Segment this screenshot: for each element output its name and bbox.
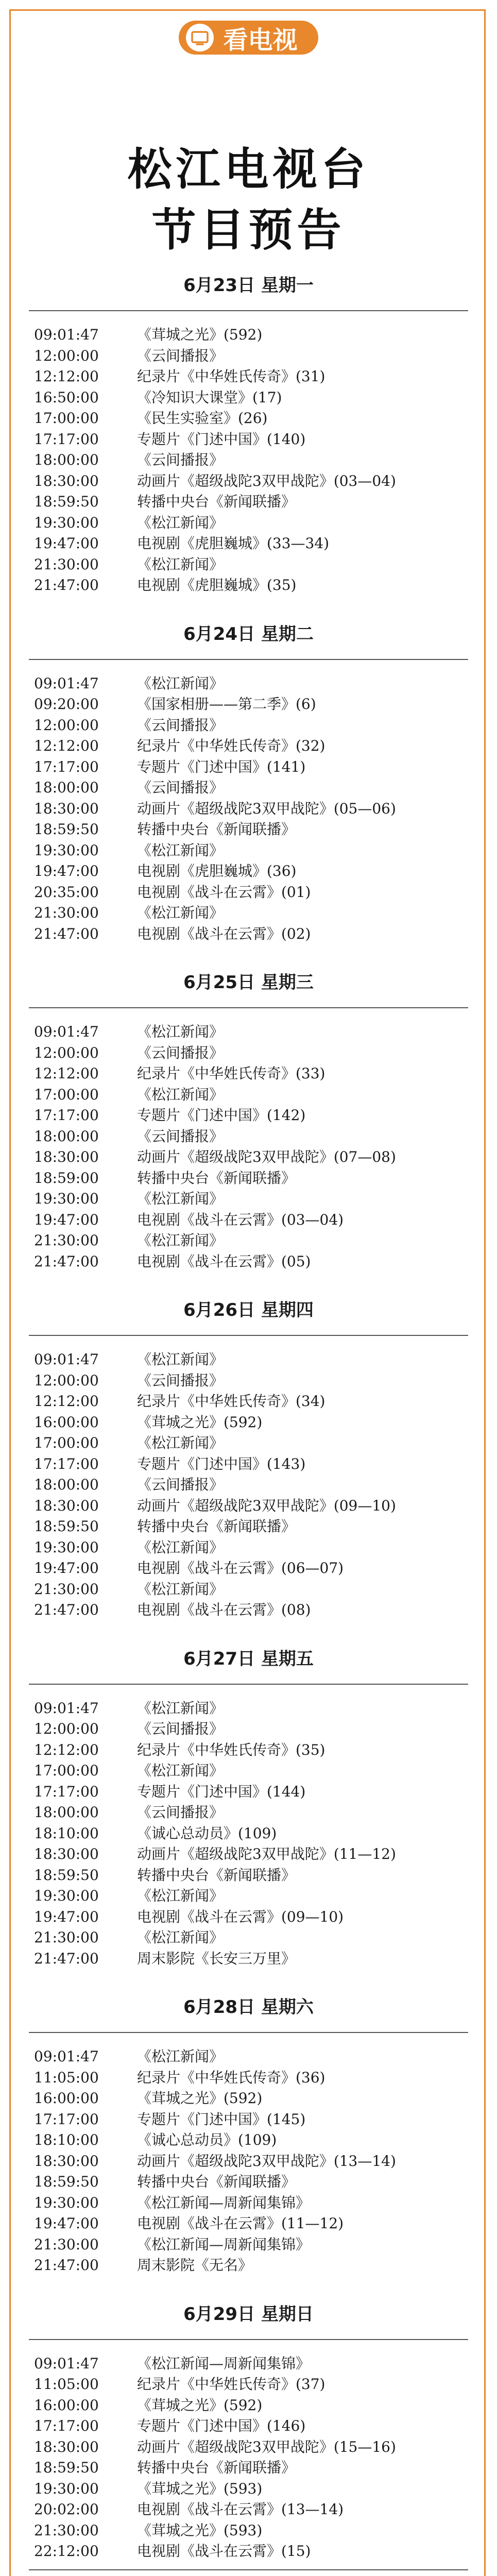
program-row [0, 2458, 497, 2479]
program-time: 21:47:00 [34, 925, 99, 942]
program-time: 18:30:00 [34, 1148, 99, 1165]
divider [29, 2569, 468, 2570]
program-title: 周末影院《无名》 [137, 2257, 253, 2274]
program-row [0, 408, 497, 429]
program-time: 21:47:00 [34, 1601, 99, 1618]
page-title [0, 139, 497, 261]
program-title: 《云间播报》 [137, 779, 224, 796]
day-block [0, 2297, 497, 2570]
program-row [0, 1802, 497, 1823]
program-time: 19:30:00 [34, 1190, 99, 1207]
day-title: 6月27日 星期五 [183, 1648, 314, 1669]
program-title: 《松江新闻》 [137, 1887, 224, 1904]
program-title: 《松江新闻》 [137, 1190, 224, 1207]
program-title: 《云间播报》 [137, 1804, 224, 1821]
program-time: 18:30:00 [34, 800, 99, 817]
program-row [0, 861, 497, 882]
program-row [0, 1698, 497, 1719]
program-row [0, 1907, 497, 1928]
program-time: 21:47:00 [34, 1252, 99, 1270]
program-row [0, 2416, 497, 2437]
program-time: 11:05:00 [34, 2069, 99, 2086]
program-row [0, 492, 497, 513]
program-row [0, 2255, 497, 2276]
program-time: 17:17:00 [34, 2417, 99, 2434]
program-row [0, 1022, 497, 1043]
program-title: 动画片《超级战陀3双甲战陀》(07—08) [137, 1148, 396, 1165]
program-row [0, 429, 497, 450]
program-time: 19:47:00 [34, 1908, 99, 1925]
divider [29, 659, 468, 660]
day-title: 6月25日 星期三 [183, 972, 314, 993]
program-row [0, 450, 497, 471]
program-title: 电视剧《虎胆巍城》(36) [137, 862, 297, 879]
program-row [0, 1147, 497, 1168]
program-title: 转播中央台《新闻联播》 [137, 1518, 296, 1535]
program-title: 电视剧《战斗在云霄》(02) [137, 925, 311, 942]
day-block [0, 617, 497, 945]
program-title: 《冷知识大课堂》(17) [137, 388, 282, 406]
program-row [0, 1600, 497, 1621]
program-time: 09:20:00 [34, 696, 99, 713]
program-time: 20:02:00 [34, 2501, 99, 2518]
program-time: 18:30:00 [34, 2152, 99, 2170]
program-title: 专题片《门述中国》(140) [137, 430, 306, 448]
program-row [0, 903, 497, 924]
program-time: 18:59:50 [34, 1866, 99, 1884]
program-title: 《松江新闻》 [137, 1023, 224, 1040]
program-title: 《茸城之光》(592) [137, 2396, 263, 2414]
program-title: 转播中央台《新闻联播》 [137, 1169, 296, 1187]
program-row [0, 757, 497, 778]
program-time: 12:00:00 [34, 1720, 99, 1737]
program-row [0, 1948, 497, 1970]
program-row [0, 1760, 497, 1782]
program-title: 《诚心总动员》(109) [137, 2131, 277, 2148]
program-time: 19:47:00 [34, 1211, 99, 1228]
program-row [0, 882, 497, 903]
program-title: 电视剧《战斗在云霄》(15) [137, 2543, 311, 2560]
program-row [0, 1454, 497, 1475]
program-row [0, 1516, 497, 1537]
day-title: 6月24日 星期二 [183, 623, 314, 645]
program-time: 19:47:00 [34, 1560, 99, 1577]
program-row [0, 2234, 497, 2256]
program-title: 《云间播报》 [137, 1371, 224, 1389]
program-time: 19:30:00 [34, 2480, 99, 2497]
program-time: 18:30:00 [34, 2438, 99, 2455]
program-row [0, 1823, 497, 1844]
program-row [0, 1537, 497, 1558]
divider [29, 2339, 468, 2340]
program-time: 09:01:47 [34, 2354, 99, 2372]
program-row [0, 2353, 497, 2375]
program-row [0, 1043, 497, 1064]
program-title: 《松江新闻》 [137, 1086, 224, 1103]
program-row [0, 2374, 497, 2395]
program-time: 12:12:00 [34, 737, 99, 754]
program-title: 《茸城之光》(593) [137, 2521, 263, 2539]
program-time: 12:12:00 [34, 1741, 99, 1758]
program-row [0, 1740, 497, 1761]
program-time: 12:12:00 [34, 1393, 99, 1410]
program-title: 专题片《门述中国》(141) [137, 758, 306, 775]
program-title: 专题片《门述中国》(146) [137, 2417, 306, 2434]
program-time: 12:12:00 [34, 368, 99, 385]
program-row [0, 1927, 497, 1948]
program-title: 转播中央台《新闻联播》 [137, 1866, 296, 1884]
program-time: 12:00:00 [34, 347, 99, 364]
program-row [0, 1719, 497, 1740]
day-title: 6月26日 星期四 [183, 1300, 314, 1320]
program-title: 专题片《门述中国》(145) [137, 2110, 306, 2128]
divider [29, 1684, 468, 1685]
program-time: 12:00:00 [34, 1044, 99, 1061]
program-row [0, 513, 497, 534]
program-time: 18:00:00 [34, 779, 99, 796]
program-row [0, 694, 497, 715]
program-title: 纪录片《中华姓氏传奇》(36) [137, 2069, 325, 2086]
divider [29, 1335, 468, 1336]
program-row [0, 1433, 497, 1454]
program-title: 纪录片《中华姓氏传奇》(31) [137, 368, 325, 385]
program-title: 《松江新闻—周新闻集锦》 [137, 2235, 311, 2253]
program-time: 19:47:00 [34, 862, 99, 879]
day-block [0, 268, 497, 596]
program-row [0, 2151, 497, 2172]
program-time: 18:59:50 [34, 493, 99, 510]
program-title: 电视剧《战斗在云霄》(13—14) [137, 2501, 344, 2518]
program-title: 《茸城之光》(593) [137, 2480, 263, 2497]
program-time: 21:30:00 [34, 2521, 99, 2539]
program-title: 《松江新闻》 [137, 2048, 224, 2065]
program-title: 电视剧《战斗在云霄》(05) [137, 1252, 311, 1270]
program-time: 20:35:00 [34, 883, 99, 901]
program-title: 转播中央台《新闻联播》 [137, 821, 296, 838]
divider [29, 1007, 468, 1008]
program-row [0, 1579, 497, 1600]
program-time: 18:00:00 [34, 1127, 99, 1145]
program-row [0, 673, 497, 694]
program-title: 《松江新闻》 [137, 1580, 224, 1598]
program-row [0, 1168, 497, 1189]
program-title: 纪录片《中华姓氏传奇》(33) [137, 1065, 325, 1082]
program-time: 17:00:00 [34, 1434, 99, 1451]
program-row [0, 1105, 497, 1126]
program-time: 21:47:00 [34, 1950, 99, 1967]
program-title: 电视剧《战斗在云霄》(11—12) [137, 2215, 344, 2232]
program-time: 09:01:47 [34, 1699, 99, 1717]
program-title: 专题片《门述中国》(144) [137, 1783, 306, 1800]
program-row [0, 1349, 497, 1370]
program-title: 纪录片《中华姓氏传奇》(37) [137, 2376, 325, 2393]
program-row [0, 840, 497, 861]
program-time: 17:17:00 [34, 758, 99, 775]
program-row [0, 2520, 497, 2541]
program-time: 17:17:00 [34, 1107, 99, 1124]
program-title: 纪录片《中华姓氏传奇》(35) [137, 1741, 325, 1758]
program-row [0, 1251, 497, 1273]
program-row [0, 2109, 497, 2130]
program-time: 19:47:00 [34, 535, 99, 552]
day-title: 6月23日 星期一 [183, 275, 314, 296]
program-title: 转播中央台《新闻联播》 [137, 2173, 296, 2190]
program-title: 动画片《超级战陀3双甲战陀》(11—12) [137, 1845, 396, 1862]
brand-label: 看电视 [223, 25, 298, 55]
program-title: 《茸城之光》(592) [137, 326, 263, 343]
program-row [0, 2437, 497, 2458]
program-time: 19:30:00 [34, 1887, 99, 1904]
program-row [0, 1210, 497, 1231]
program-row [0, 575, 497, 596]
program-row [0, 799, 497, 820]
program-time: 21:30:00 [34, 1232, 99, 1249]
schedule [0, 268, 497, 2576]
program-time: 17:00:00 [34, 1762, 99, 1779]
program-title: 纪录片《中华姓氏传奇》(32) [137, 737, 325, 754]
program-title: 《云间播报》 [137, 451, 224, 468]
program-row [0, 1370, 497, 1392]
brand-header [0, 21, 497, 65]
program-row [0, 2046, 497, 2067]
program-title: 《国家相册——第二季》(6) [137, 696, 316, 713]
program-time: 17:17:00 [34, 1455, 99, 1472]
program-time: 12:00:00 [34, 1371, 99, 1389]
program-title: 《松江新闻》 [137, 1762, 224, 1779]
program-title: 动画片《超级战陀3双甲战陀》(15—16) [137, 2438, 396, 2455]
program-title: 《松江新闻》 [137, 1929, 224, 1946]
program-title: 《松江新闻—周新闻集锦》 [137, 2194, 311, 2211]
program-row [0, 471, 497, 492]
program-row [0, 1063, 497, 1084]
program-row [0, 325, 497, 346]
program-time: 19:30:00 [34, 841, 99, 859]
title-line-2: 节目预告 [151, 205, 346, 256]
program-row [0, 924, 497, 945]
program-time: 18:10:00 [34, 1824, 99, 1842]
program-time: 17:00:00 [34, 410, 99, 427]
program-time: 18:00:00 [34, 1476, 99, 1493]
program-title: 《松江新闻》 [137, 1232, 224, 1249]
program-row [0, 736, 497, 757]
program-row [0, 715, 497, 736]
program-row [0, 819, 497, 840]
program-row [0, 2541, 497, 2562]
program-title: 《诚心总动员》(109) [137, 1824, 277, 1842]
program-title: 《松江新闻》 [137, 514, 224, 531]
program-title: 《云间播报》 [137, 1720, 224, 1737]
program-title: 《松江新闻》 [137, 1699, 224, 1717]
program-title: 《松江新闻》 [137, 1351, 224, 1368]
program-time: 09:01:47 [34, 1351, 99, 1368]
day-title: 6月29日 星期日 [183, 2303, 314, 2325]
program-time: 17:00:00 [34, 1086, 99, 1103]
program-time: 18:59:50 [34, 2459, 99, 2476]
program-title: 电视剧《虎胆巍城》(35) [137, 577, 297, 594]
program-time: 16:50:00 [34, 388, 99, 406]
program-row [0, 2213, 497, 2234]
program-time: 18:59:50 [34, 821, 99, 838]
program-time: 19:47:00 [34, 2215, 99, 2232]
program-row [0, 2172, 497, 2193]
program-row [0, 1865, 497, 1886]
program-title: 《松江新闻—周新闻集锦》 [137, 2354, 311, 2372]
day-title: 6月28日 星期六 [183, 1997, 314, 2018]
program-row [0, 533, 497, 554]
program-time: 21:47:00 [34, 577, 99, 594]
day-block [0, 1990, 497, 2276]
program-time: 17:17:00 [34, 430, 99, 448]
program-title: 《茸城之光》(592) [137, 2090, 263, 2107]
program-time: 18:30:00 [34, 1845, 99, 1862]
program-row [0, 2499, 497, 2520]
program-row [0, 1886, 497, 1907]
day-block [0, 965, 497, 1272]
program-time: 19:30:00 [34, 1538, 99, 1556]
program-title: 动画片《超级战陀3双甲战陀》(03—04) [137, 472, 396, 489]
program-time: 19:30:00 [34, 2194, 99, 2211]
program-row [0, 1230, 497, 1251]
program-title: 《松江新闻》 [137, 555, 224, 573]
program-row [0, 2193, 497, 2214]
program-time: 12:12:00 [34, 1065, 99, 1082]
program-time: 16:00:00 [34, 2090, 99, 2107]
program-time: 11:05:00 [34, 2376, 99, 2393]
program-time: 21:30:00 [34, 1929, 99, 1946]
program-time: 18:59:50 [34, 2173, 99, 2190]
program-title: 电视剧《虎胆巍城》(33—34) [137, 535, 330, 552]
program-row [0, 554, 497, 575]
program-time: 18:59:00 [34, 1169, 99, 1187]
program-title: 《松江新闻》 [137, 1538, 224, 1556]
program-title: 纪录片《中华姓氏传奇》(34) [137, 1393, 325, 1410]
program-title: 《云间播报》 [137, 716, 224, 734]
program-title: 《云间播报》 [137, 1127, 224, 1145]
program-time: 21:30:00 [34, 2235, 99, 2253]
program-row [0, 2130, 497, 2151]
program-time: 09:01:47 [34, 674, 99, 692]
program-title: 《松江新闻》 [137, 674, 224, 692]
program-title: 电视剧《战斗在云霄》(01) [137, 883, 311, 901]
program-row [0, 1496, 497, 1517]
program-title: 电视剧《战斗在云霄》(08) [137, 1601, 311, 1618]
program-time: 12:00:00 [34, 716, 99, 734]
program-row [0, 2088, 497, 2109]
program-row [0, 1391, 497, 1412]
program-time: 21:30:00 [34, 904, 99, 921]
program-title: 《松江新闻》 [137, 1434, 224, 1451]
program-row [0, 1558, 497, 1579]
program-title: 专题片《门述中国》(143) [137, 1455, 306, 1472]
program-title: 周末影院《长安三万里》 [137, 1950, 296, 1967]
brand-badge [179, 21, 318, 55]
program-title: 《松江新闻》 [137, 904, 224, 921]
program-time: 18:59:50 [34, 1518, 99, 1535]
program-time: 21:30:00 [34, 555, 99, 573]
program-title: 动画片《超级战陀3双甲战陀》(13—14) [137, 2152, 396, 2170]
tv-icon [186, 24, 214, 52]
program-time: 18:00:00 [34, 1804, 99, 1821]
program-row [0, 346, 497, 367]
program-title: 《云间播报》 [137, 1044, 224, 1061]
program-title: 专题片《门述中国》(142) [137, 1107, 306, 1124]
program-title: 《云间播报》 [137, 1476, 224, 1493]
program-title: 动画片《超级战陀3双甲战陀》(05—06) [137, 800, 396, 817]
program-row [0, 2479, 497, 2500]
program-title: 转播中央台《新闻联播》 [137, 2459, 296, 2476]
program-time: 21:30:00 [34, 1580, 99, 1598]
program-time: 18:30:00 [34, 472, 99, 489]
program-row [0, 1475, 497, 1496]
day-block [0, 1293, 497, 1621]
program-title: 转播中央台《新闻联播》 [137, 493, 296, 510]
program-row [0, 1412, 497, 1433]
program-row [0, 2395, 497, 2416]
divider [29, 2032, 468, 2033]
program-time: 16:00:00 [34, 1413, 99, 1431]
program-title: 《云间播报》 [137, 347, 224, 364]
program-row [0, 1782, 497, 1803]
program-time: 18:10:00 [34, 2131, 99, 2148]
program-time: 09:01:47 [34, 1023, 99, 1040]
program-title: 电视剧《战斗在云霄》(03—04) [137, 1211, 344, 1228]
program-time: 16:00:00 [34, 2396, 99, 2414]
program-row [0, 1084, 497, 1106]
divider [29, 310, 468, 311]
program-row [0, 777, 497, 799]
program-time: 21:47:00 [34, 2257, 99, 2274]
title-line-1: 松江电视台 [127, 144, 370, 195]
program-row [0, 1189, 497, 1210]
program-time: 09:01:47 [34, 326, 99, 343]
program-row [0, 1126, 497, 1147]
program-title: 《茸城之光》(592) [137, 1413, 263, 1431]
program-time: 17:17:00 [34, 2110, 99, 2128]
program-title: 动画片《超级战陀3双甲战陀》(09—10) [137, 1497, 396, 1514]
program-row [0, 387, 497, 409]
program-time: 09:01:47 [34, 2048, 99, 2065]
program-time: 17:17:00 [34, 1783, 99, 1800]
program-title: 《松江新闻》 [137, 841, 224, 859]
program-row [0, 2067, 497, 2089]
program-title: 电视剧《战斗在云霄》(09—10) [137, 1908, 344, 1925]
program-time: 19:30:00 [34, 514, 99, 531]
program-row [0, 366, 497, 387]
program-title: 《民生实验室》(26) [137, 410, 268, 427]
program-time: 18:30:00 [34, 1497, 99, 1514]
day-block [0, 1641, 497, 1970]
program-title: 电视剧《战斗在云霄》(06—07) [137, 1560, 344, 1577]
program-time: 18:00:00 [34, 451, 99, 468]
program-row [0, 1844, 497, 1865]
program-time: 22:12:00 [34, 2543, 99, 2560]
